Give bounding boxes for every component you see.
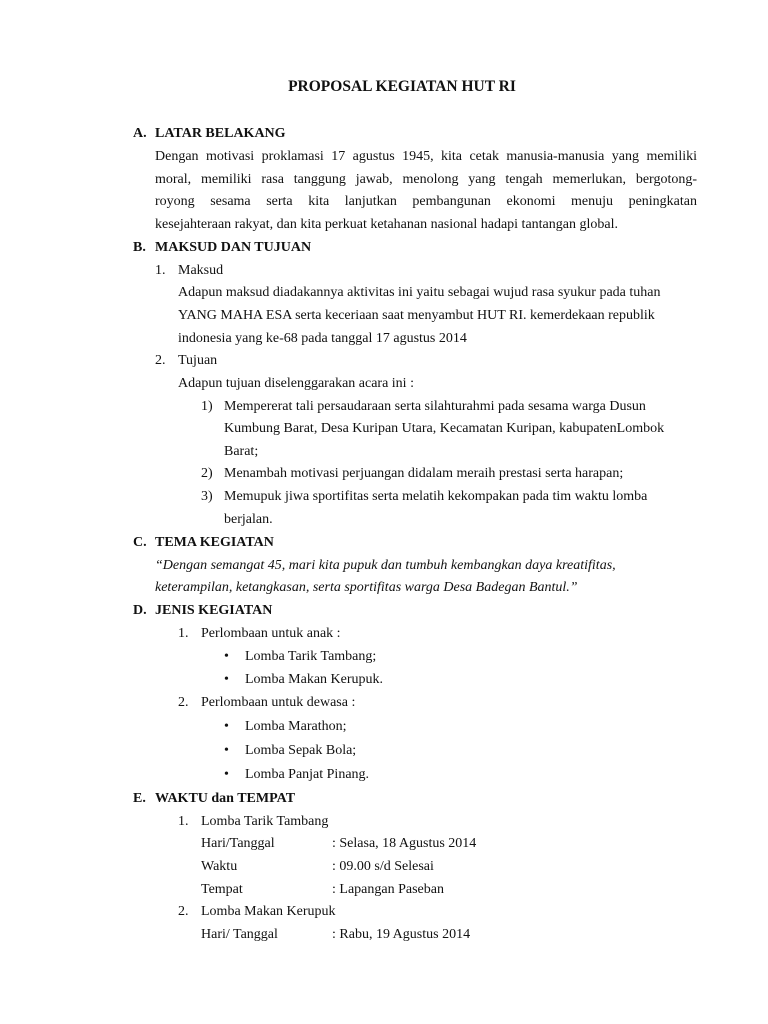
section-b-heading: MAKSUD DAN TUJUAN [155,240,312,255]
jenis-group-2-item-1: Lomba Marathon; [245,719,347,734]
section-a-marker: A. [133,126,147,141]
tujuan-point-1-marker: 1) [201,399,213,414]
tujuan-label: Tujuan [178,353,218,368]
jenis-group-2-label: Perlombaan untuk dewasa : [201,695,356,710]
jenis-group-1-label: Perlombaan untuk anak : [201,626,341,641]
event-2-row-1-value: : Rabu, 19 Agustus 2014 [332,927,471,942]
event-1-row-3-key: Tempat [201,882,243,897]
section-a-line-1: Dengan motivasi proklamasi 17 agustus 1945, kita cetak manusia-manusia yang memiliki [155,149,697,164]
maksud-label: Maksud [178,263,224,278]
event-2-row-1-key: Hari/ Tanggal [201,927,278,942]
jenis-group-2-item-2: Lomba Sepak Bola; [245,743,357,758]
event-1-row-2-value: : 09.00 s/d Selesai [332,859,434,874]
jenis-group-1-item-2: Lomba Makan Kerupuk. [245,672,384,687]
tujuan-point-2-line-1: Menambah motivasi perjuangan didalam meraih prestasi serta harapan; [224,466,624,481]
event-1-marker: 1. [178,814,189,829]
jenis-group-1-marker: 1. [178,626,189,641]
tujuan-point-1-line-1: Mempererat tali persaudaraan serta silahturahmi pada sesama warga Dusun [224,399,646,414]
section-d-marker: D. [133,603,147,618]
jenis-group-1-item-1: Lomba Tarik Tambang; [245,649,377,664]
section-d-heading: JENIS KEGIATAN [155,603,273,618]
tujuan-point-3-marker: 3) [201,489,213,504]
maksud-line-1: Adapun maksud diadakannya aktivitas ini yaitu sebagai wujud rasa syukur pada tuhan [178,285,661,300]
bullet-icon: • [224,672,229,687]
jenis-group-2-marker: 2. [178,695,189,710]
section-b-marker: B. [133,240,146,255]
event-1-label: Lomba Tarik Tambang [201,814,329,829]
tema-line-1: “Dengan semangat 45, mari kita pupuk dan tumbuh kembangkan daya kreatifitas, [155,558,616,573]
section-a-line-2: moral, memiliki rasa tanggung jawab, menolong yang tengah memerlukan, bergotong- [155,172,697,187]
tujuan-point-1-line-2: Kumbung Barat, Desa Kuripan Utara, Kecamatan Kuripan, kabupatenLombok [224,421,665,436]
bullet-icon: • [224,649,229,664]
event-1-row-2-key: Waktu [201,859,238,874]
tujuan-intro: Adapun tujuan diselenggarakan acara ini : [178,376,414,391]
section-c-marker: C. [133,535,147,550]
maksud-line-2: YANG MAHA ESA serta keceriaan saat menyambut HUT RI. kemerdekaan republik [178,308,655,323]
section-e-marker: E. [133,791,146,806]
tujuan-point-3-line-2: berjalan. [224,512,273,527]
tujuan-point-3-line-1: Memupuk jiwa sportifitas serta melatih kekompakan pada tim waktu lomba [224,489,648,504]
bullet-icon: • [224,719,229,734]
event-1-row-1-key: Hari/Tanggal [201,836,275,851]
tema-line-2: keterampilan, ketangkasan, serta sportifitas warga Desa Badegan Bantul.” [155,580,578,595]
event-2-marker: 2. [178,904,189,919]
bullet-icon: • [224,743,229,758]
document-title: PROPOSAL KEGIATAN HUT RI [288,78,516,95]
section-a-line-4: kesejahteraan rakyat, dan kita perkuat ketahanan nasional hadapi tantangan global. [155,217,618,232]
tujuan-point-2-marker: 2) [201,466,213,481]
bullet-icon: • [224,767,229,782]
section-e-heading: WAKTU dan TEMPAT [155,791,296,806]
tujuan-point-1-line-3: Barat; [224,444,259,459]
tujuan-marker: 2. [155,353,166,368]
maksud-marker: 1. [155,263,166,278]
event-2-label: Lomba Makan Kerupuk [201,904,336,919]
section-a-line-3: royong sesama serta kita lanjutkan pembangunan ekonomi menuju peningkatan [155,194,697,209]
event-1-row-3-value: : Lapangan Paseban [332,882,444,897]
jenis-group-2-item-3: Lomba Panjat Pinang. [245,767,370,782]
section-c-heading: TEMA KEGIATAN [155,535,274,550]
section-a-heading: LATAR BELAKANG [155,126,286,141]
event-1-row-1-value: : Selasa, 18 Agustus 2014 [332,836,477,851]
maksud-line-3: indonesia yang ke-68 pada tanggal 17 agustus 2014 [178,331,467,346]
